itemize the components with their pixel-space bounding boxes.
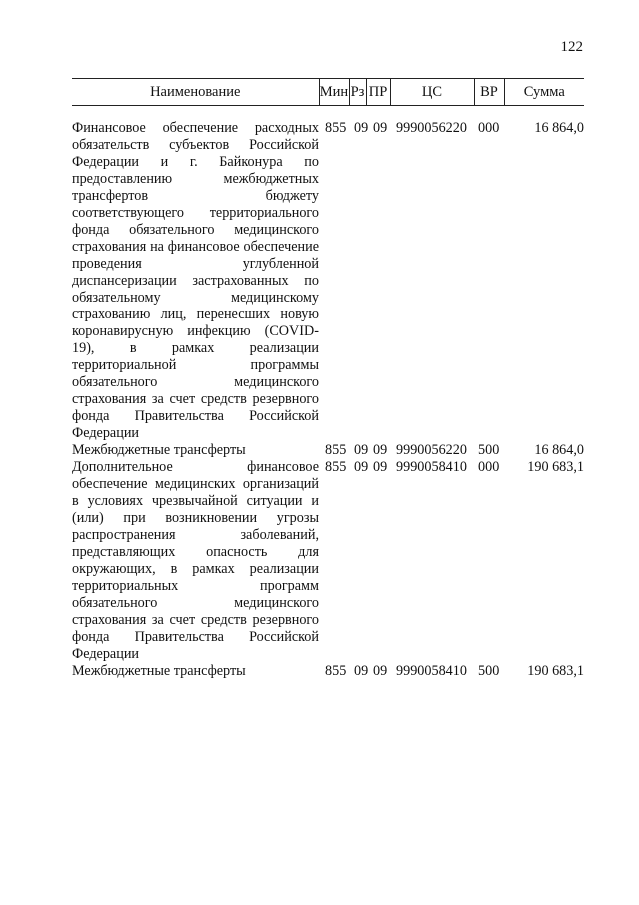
- table-row: [72, 663, 584, 680]
- table-header: [72, 78, 584, 106]
- column-header-vr: ВР: [474, 79, 504, 106]
- row-name: Межбюджетные трансферты: [72, 662, 246, 679]
- row-sum: 190 683,1: [527, 459, 584, 476]
- row-cs: 9990056220: [396, 442, 467, 459]
- row-vr: 500: [478, 662, 500, 679]
- column-header-min: Мин: [319, 79, 349, 106]
- row-vr: 000: [478, 459, 500, 476]
- row-rz: 09: [354, 120, 369, 136]
- table-row: [72, 459, 584, 662]
- column-header-pr: ПР: [366, 79, 390, 106]
- row-pr: 09: [373, 120, 388, 136]
- table-row: [72, 120, 584, 442]
- row-sum: 16 864,0: [534, 442, 584, 459]
- row-cs: 9990056220: [396, 120, 467, 136]
- row-rz: 09: [354, 459, 369, 476]
- column-header-rz: Рз: [349, 79, 366, 106]
- row-vr: 500: [478, 442, 500, 459]
- row-sum: 16 864,0: [534, 120, 584, 136]
- row-min: 855: [325, 442, 347, 459]
- column-header-name: Наименование: [72, 79, 319, 106]
- row-cs: 9990058410: [396, 662, 467, 679]
- row-name: Межбюджетные трансферты: [72, 442, 246, 459]
- row-min: 855: [325, 120, 347, 136]
- table-body: [72, 120, 584, 679]
- table-row: [72, 442, 584, 459]
- row-name: Дополнительное финансовое обеспечение медицинских организаций в условиях чрезвычайной ситуации и (или) при возникновении угрозы распространения заболеваний, представляющих опасность для окружающих, в рамках реализации территориальных программ обязательного медицинского страхования за счет средств резервного фонда Правительства Российской Федерации: [72, 459, 319, 662]
- row-sum: 190 683,1: [527, 662, 584, 679]
- row-rz: 09: [354, 442, 369, 459]
- row-min: 855: [325, 459, 347, 476]
- row-min: 855: [325, 662, 347, 679]
- row-rz: 09: [354, 662, 369, 679]
- column-header-cs: ЦС: [390, 79, 474, 106]
- row-pr: 09: [373, 442, 388, 459]
- row-vr: 000: [478, 120, 500, 136]
- page-number: 122: [560, 39, 583, 55]
- row-name: Финансовое обеспечение расходных обязательств субъектов Российской Федерации и г. Байконура по предоставлению межбюджетных трансфертов бюджету соответствующего территориального фонда обязательного медицинского страхования на финансовое обеспечение проведения углубленной диспансеризации застрахованных по обязательному медицинскому страхованию лиц, перенесших новую коронавирусную инфекцию (COVID-19), в рамках реализации территориальной программы обязательного медицинского страхования за счет средств резервного фонда Правительства Российской Федерации: [72, 120, 319, 442]
- column-header-sum: Сумма: [504, 79, 584, 106]
- row-pr: 09: [373, 459, 388, 476]
- row-cs: 9990058410: [396, 459, 467, 476]
- row-pr: 09: [373, 662, 388, 679]
